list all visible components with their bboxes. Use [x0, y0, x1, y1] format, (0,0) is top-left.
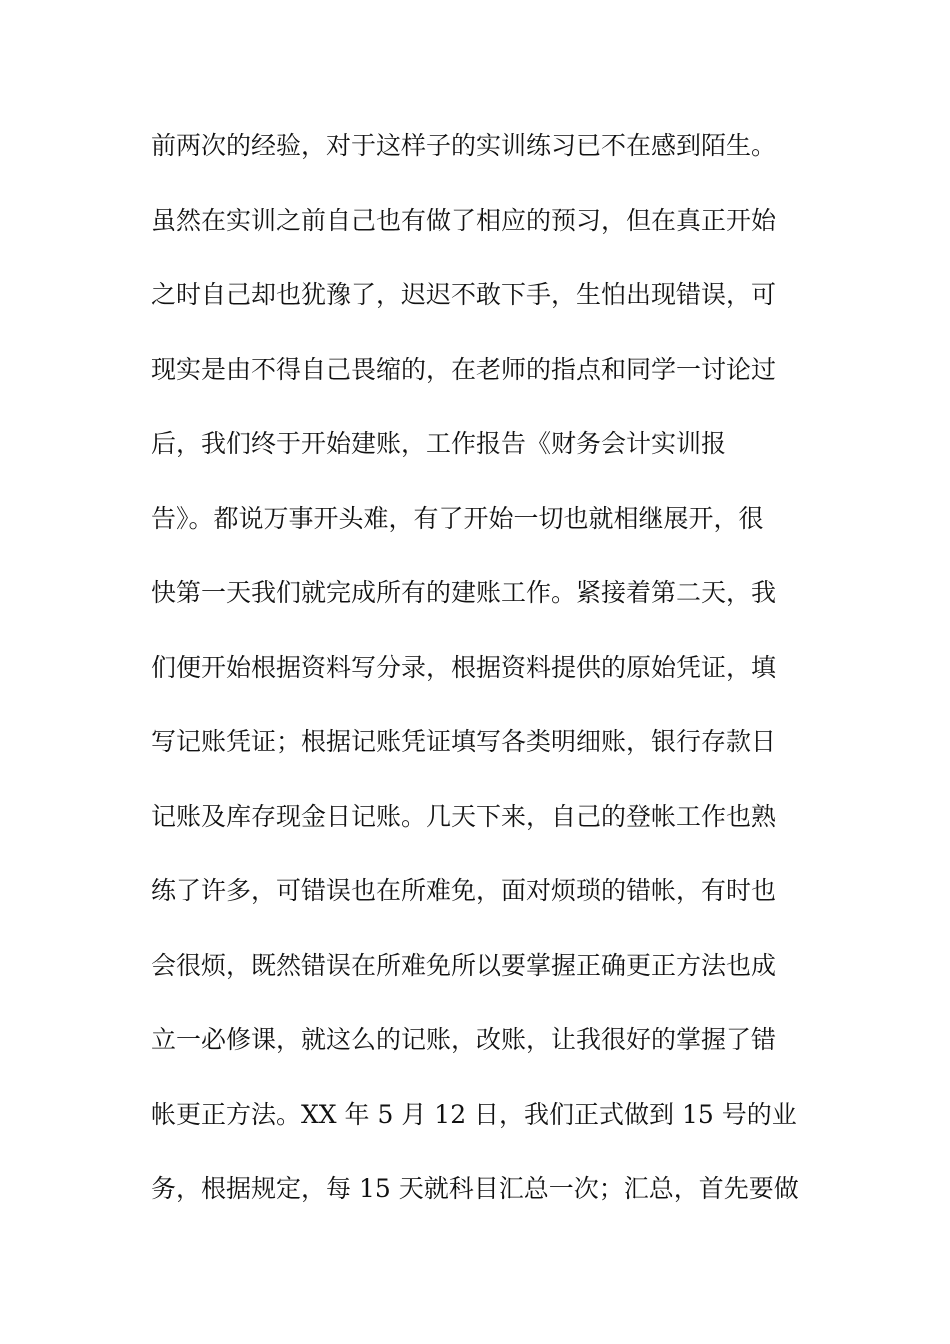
text-line: 记账及库存现金日记账。几天下来，自己的登帐工作也熟 [151, 801, 777, 831]
text-line: 练了许多，可错误也在所难免，面对烦琐的错帐，有时也 [151, 876, 777, 905]
text-line: 前两次的经验，对于这样子的实训练习已不在感到陌生。 [151, 131, 777, 160]
text-line: 快第一天我们就完成所有的建账工作。紧接着第二天，我 [151, 578, 777, 607]
text-line: 告》。都说万事开头难，有了开始一切也就相继展开，很 [151, 503, 764, 533]
text-line: 之时自己却也犹豫了，迟迟不敢下手，生怕出现错误，可 [151, 280, 777, 309]
text-line: 务，根据规定，每 15 天就科目汇总一次；汇总，首先要做 [151, 1174, 799, 1203]
text-line: 立一必修课，就这么的记账，改账，让我很好的掌握了错 [151, 1025, 777, 1054]
text-line: 写记账凭证；根据记账凭证填写各类明细账，银行存款日 [151, 727, 777, 756]
body-text [151, 126, 811, 1244]
text-line: 后，我们终于开始建账，工作报告《财务会计实训报 [151, 429, 727, 458]
text-line: 现实是由不得自己畏缩的，在老师的指点和同学一讨论过 [151, 354, 777, 384]
text-line: 帐更正方法。XX 年 5 月 12 日，我们正式做到 15 号的业 [151, 1099, 797, 1129]
text-line: 虽然在实训之前自己也有做了相应的预习，但在真正开始 [151, 205, 777, 235]
text-line: 们便开始根据资料写分录，根据资料提供的原始凭证，填 [151, 652, 777, 682]
text-line: 会很烦，既然错误在所难免所以要掌握正确更正方法也成 [151, 950, 777, 980]
